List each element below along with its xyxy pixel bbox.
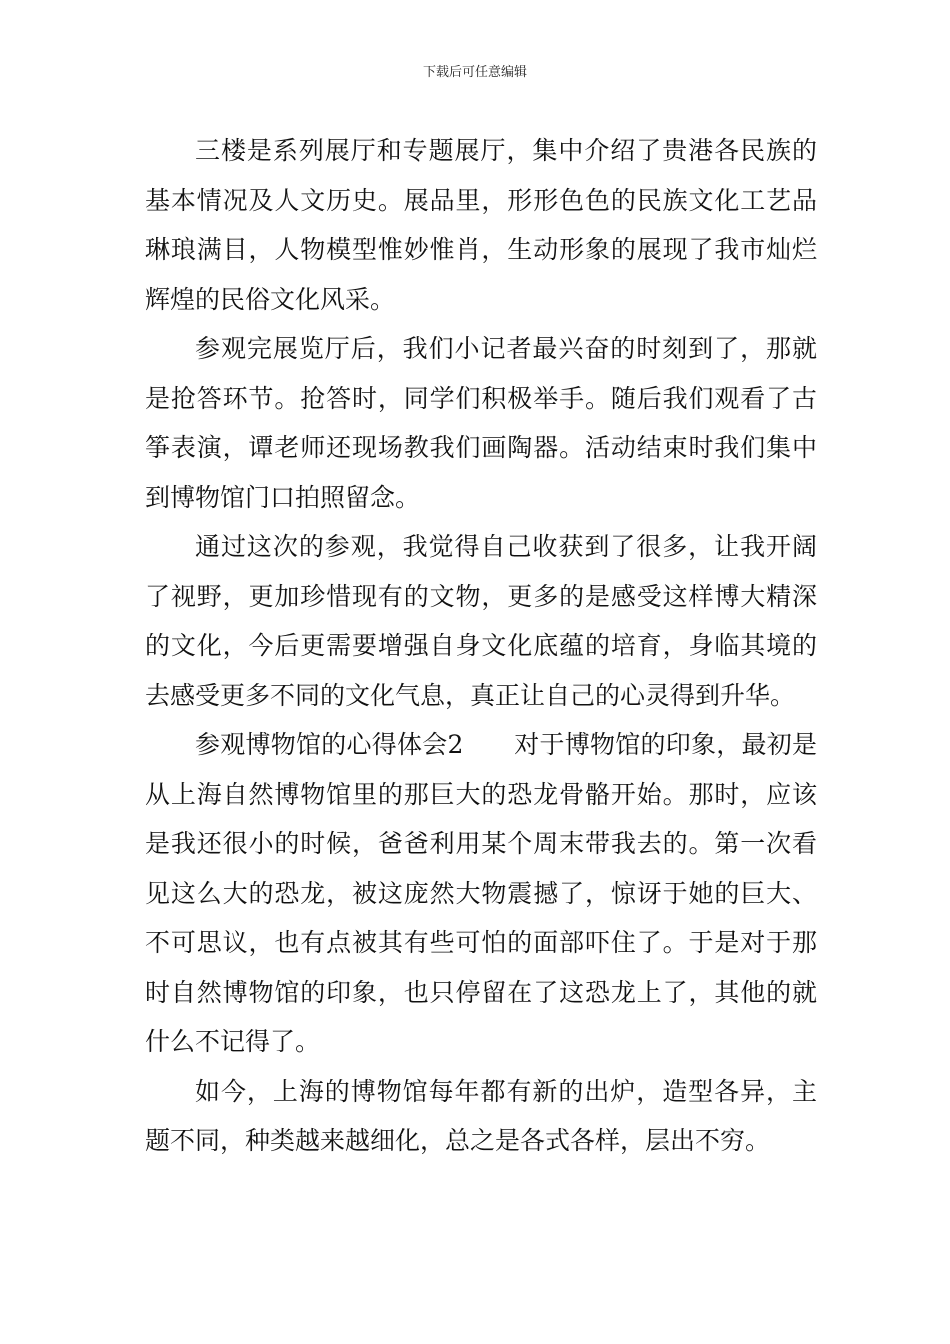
paragraph-reflection: 通过这次的参观，我觉得自己收获到了很多，让我开阔了视野，更加珍惜现有的文物，更多的是感受这样博大精深的文化，今后更需要增强自身文化底蕴的培育，身临其境的去感受更多不同的文化气息，真正让自己的心灵得到升华。 xyxy=(145,532,817,710)
paragraph-shanghai-museums: 如今，上海的博物馆每年都有新的出炉，造型各异，主题不同，种类越来越细化，总之是各式各样，层出不穷。 xyxy=(145,1076,817,1155)
page-header: 下载后可任意编辑 xyxy=(422,65,527,80)
paragraph-exhibition-halls: 三楼是系列展厅和专题展厅，集中介绍了贵港各民族的基本情况及人文历史。展品里，形形色色的民族文化工艺品琳琅满目，人物模型惟妙惟肖，生动形象的展现了我市灿烂辉煌的民俗文化风采。 xyxy=(145,136,817,314)
document-body xyxy=(145,126,817,1166)
paragraph-essay-2-intro: 参观博物馆的心得体会2 对于博物馆的印象，最初是从上海自然博物馆里的那巨大的恐龙骨骼开始。那时，应该是我还很小的时候，爸爸利用某个周末带我去的。第一次看见这么大的恐龙，被这庞然大物震撼了，惊讶于她的巨大、不可思议，也有点被其有些可怕的面部吓住了。于是对于那时自然博物馆的印象，也只停留在了这恐龙上了，其他的就什么不记得了。 xyxy=(145,730,817,1056)
paragraph-quiz-activity: 参观完展览厅后，我们小记者最兴奋的时刻到了，那就是抢答环节。抢答时，同学们积极举手。随后我们观看了古筝表演，谭老师还现场教我们画陶器。活动结束时我们集中到博物馆门口拍照留念。 xyxy=(145,334,817,512)
